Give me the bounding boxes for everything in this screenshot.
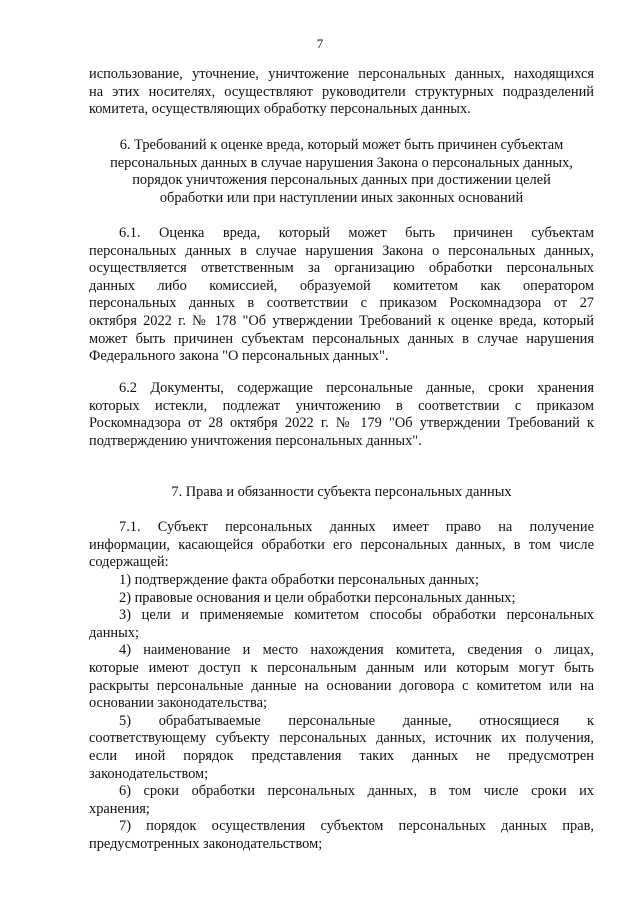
list-line: 5) обрабатываемые персональные данные, относящиеся к [119,712,594,729]
list-line: предусмотренных законодательством; [89,835,323,852]
list-line: законодательством; [89,765,209,782]
list-item [89,642,594,712]
paragraph-line: 6.1. Оценка вреда, который может быть причинен субъектам [119,225,594,241]
list-line: соответствующему субъекту персональных данных, источник их получения, [89,730,594,747]
paragraph-7-1 [89,519,594,572]
paragraph-line: Роскомнадзора от 28 октября 2022 г. № 179 "Об утверждении Требований к [89,415,594,432]
list-line: 3) цели и применяемые комитетом способы обработки персональных [119,607,594,624]
paragraph-line: 7.1. Субъект персональных данных имеет право на получение [119,519,594,535]
list-item [89,818,594,853]
heading-line: обработки или при наступлении иных законных оснований [159,189,524,206]
paragraph-line: содержащей: [89,554,169,571]
paragraph-line: персональных данных в соответствии с приказом Роскомнадзора от 27 [89,295,594,312]
heading-line: порядок уничтожения персональных данных при достижении целей [132,172,551,189]
list-line: которые имеют доступ к персональным данным или которым могут быть [89,659,594,676]
paragraph-line: которых истекли, подлежат уничтожению в соответствии с приказом [89,397,594,414]
paragraph-line: персональных данных в случае нарушения Закона о персональных данных, [89,242,594,259]
page-number: 7 [316,36,324,51]
list-item [89,572,594,590]
list-item [89,713,594,783]
list-item [89,607,594,642]
section-7-heading [89,484,594,502]
heading-line: 6. Требований к оценке вреда, который может быть причинен субъектам [119,137,564,153]
list-line: 1) подтверждение факта обработки персональных данных; [119,572,479,588]
rights-list [89,572,594,854]
list-line: основании законодательства; [89,695,267,712]
paragraph-line: данных либо комиссией, образуемой комитетом как оператором [89,277,594,294]
heading-line: персональных данных в случае нарушения Закона о персональных данных, [110,154,573,171]
paragraph-line: подтверждению уничтожения персональных данных". [89,432,422,449]
list-line: раскрыты персональные данные на основании договора с комитетом или на [89,677,594,694]
list-item [89,590,594,608]
paragraph-line: 6.2 Документы, содержащие персональные данные, сроки хранения [119,380,594,396]
paragraph-6-1 [89,225,594,366]
paragraph-line: Федерального закона "О персональных данных". [89,348,389,365]
list-line: 7) порядок осуществления субъектом персональных данных прав, [119,818,594,835]
list-line: 2) правовые основания и цели обработки персональных данных; [119,589,516,606]
list-line: если иной порядок представления таких данных не предусмотрен [89,747,594,764]
heading-line: 7. Права и обязанности субъекта персональных данных [171,484,512,500]
paragraph-line: может быть причинен субъектам персональных данных в случае нарушения [89,330,594,347]
list-line: данных; [89,624,139,641]
paragraph-line: информации, касающейся обработки его персональных данных, в том числе [89,536,594,553]
list-item [89,783,594,818]
list-line: 6) сроки обработки персональных данных, в том числе сроки их [119,783,594,800]
paragraph-line: октября 2022 г. № 178 "Об утверждении Требований к оценке вреда, который [89,312,594,329]
intro-line: использование, уточнение, уничтожение персональных данных, находящихся [89,66,594,82]
paragraph-line: осуществляется ответственным за организацию обработки персональных [89,260,594,277]
list-line: хранения; [89,800,150,817]
intro-line: на этих носителях, осуществляют руководители структурных подразделений [89,83,594,100]
intro-line: комитета, осуществляющих обработку персональных данных. [89,101,471,118]
intro-paragraph [89,66,594,119]
section-6-heading [89,137,594,207]
paragraph-6-2 [89,380,594,450]
list-line: 4) наименование и место нахождения комитета, сведения о лицах, [119,642,594,659]
